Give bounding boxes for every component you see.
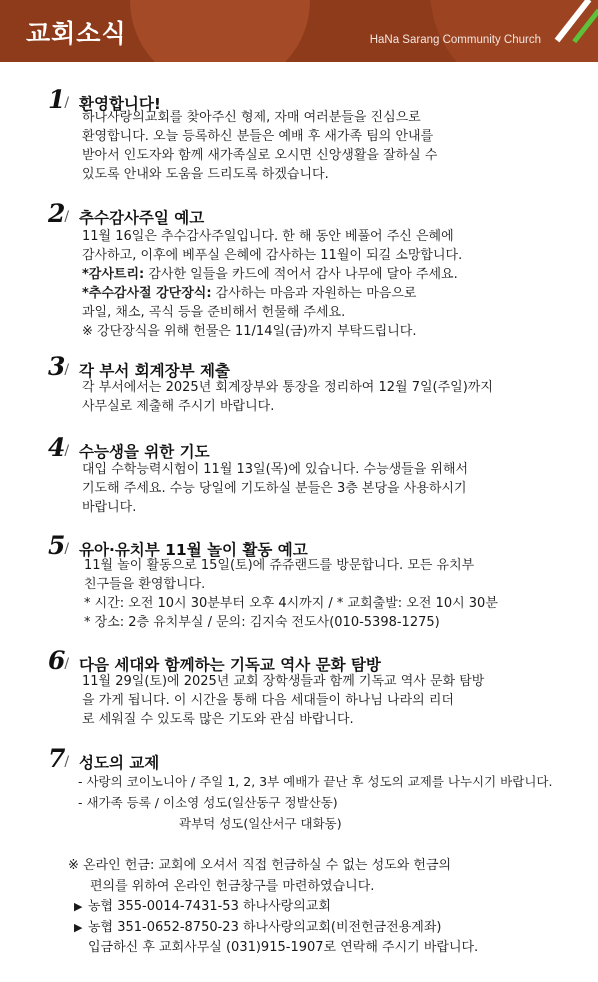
item-body [82,672,556,729]
body-line: 감사하고, 이후에 베푸실 은혜에 감사하는 11월이 되길 소망합니다. [82,248,463,263]
offering-note: ※ 온라인 헌금: 교회에 오셔서 직접 헌금하실 수 없는 성도와 헌금의 [68,858,452,873]
body-line [82,265,556,284]
body-line: 로 세워질 수 있도록 많은 기도와 관심 바랍니다. [82,712,354,727]
item-title: 환영합니다! [79,95,161,113]
item-title: 유아·유치부 11월 놀이 활동 예고 [79,541,308,559]
body-line: 환영합니다. 오늘 등록하신 분들은 예배 후 새가족 팀의 안내를 [82,129,434,144]
item-number: 3/ [48,352,70,381]
body-line: 11월 16일은 추수감사주일입니다. 한 해 동안 베풀어 주신 은혜에 [82,229,454,244]
item-title: 각 부서 회계장부 제출 [79,362,230,380]
church-name: HaNa Sarang Community Church [369,34,541,46]
header-banner [0,0,598,62]
page-title: 교회소식 [26,19,127,48]
item-body [78,771,552,834]
body-line: ※ 강단장식을 위해 헌물은 11/14일(금)까지 부탁드립니다. [82,324,417,339]
item-number: 7/ [48,744,70,773]
thanks-tree-text: 감사한 일들을 카드에 적어서 감사 나무에 달아 주세요. [144,267,458,282]
contact-note: 입금하신 후 교회사무실 (031)915-1907로 연락해 주시기 바랍니다. [88,940,479,955]
offering-note: 편의를 위하여 온라인 헌금창구를 마련하였습니다. [90,878,375,894]
body-line: 각 부서에서는 2025년 회계장부와 통장을 정리하여 12월 7일(주일)까지 [82,380,493,395]
online-offering-section [68,856,568,959]
bank-account-2: ▶ 농협 351-0652-8750-23 하나사랑의교회(비전헌금전용계좌) [68,918,568,939]
thanks-tree-label: *감사트리: [82,267,145,282]
body-line: 곽부덕 성도(일산서구 대화동) [179,816,342,831]
body-line: 대입 수학능력시험이 11월 13일(목)에 있습니다. 수능생들을 위해서 [82,462,469,477]
body-line: * 시간: 오전 10시 30분부터 오후 4시까지 / * 교회출발: 오전 10시 30분 [84,596,498,611]
body-line: - 새가족 등록 / 이소영 성도(일산동구 정발산동) [78,795,338,810]
body-line: 하나사랑의교회를 찾아주신 형제, 자매 여러분들을 진심으로 [82,110,421,125]
item-body [82,227,556,341]
item-title: 다음 세대와 함께하는 기독교 역사 문화 탐방 [79,656,381,674]
body-line: 과일, 채소, 곡식 등을 준비해서 헌물해 주세요. [82,305,346,320]
item-number: 6/ [48,646,70,675]
header-decoration-circle [130,0,310,62]
body-line: 11월 29일(토)에 2025년 교회 장학생들과 함께 기독교 역사 문화 탐방 [82,674,485,689]
body-line: 받아서 인도자와 함께 새가족실로 오시면 신앙생활을 잘하실 수 [82,148,438,163]
item-number: 5/ [48,531,70,560]
body-line: 친구들을 환영합니다. [84,577,206,592]
header-decoration-circle [430,0,598,62]
item-body [82,108,556,184]
item-title: 추수감사주일 예고 [79,209,205,227]
body-line: 바랍니다. [82,500,137,515]
body-line: 기도해 주세요. 수능 당일에 기도하실 분들은 3층 본당을 사용하시기 [82,481,467,496]
body-line: 을 가게 됩니다. 이 시간을 통해 다음 세대들이 하나님 나라의 리더 [82,693,454,708]
item-title: 성도의 교제 [79,754,160,772]
arrow-right-icon: ▶ [74,900,83,913]
body-line: 있도록 안내와 도움을 드리도록 하겠습니다. [82,167,329,182]
item-number: 4/ [48,433,70,462]
altar-decoration-text: 감사하는 마음과 자원하는 마음으로 [211,286,417,301]
item-number: 2/ [48,199,70,228]
item-body [84,556,558,632]
altar-decoration-label: *추수감사절 강단장식: [82,286,212,301]
item-number: 1/ [48,85,70,114]
body-line: 11월 놀이 활동으로 15일(토)에 쥬쥬랜드를 방문합니다. 모든 유치부 [84,558,475,573]
item-title: 수능생을 위한 기도 [79,443,210,461]
body-line [82,284,556,303]
body-line: - 사랑의 코이노니아 / 주일 1, 2, 3부 예배가 끝난 후 성도의 교제를 나누시기 바랍니다. [78,774,553,789]
arrow-right-icon: ▶ [74,920,83,934]
body-line: * 장소: 2층 유치부실 / 문의: 김지숙 전도사(010-5398-1275) [84,615,440,630]
item-body [82,378,556,416]
item-body [82,460,556,517]
body-line: 사무실로 제출해 주시기 바랍니다. [82,399,275,414]
bank-account-1: ▶ 농협 355-0014-7431-53 하나사랑의교회 [68,897,568,918]
